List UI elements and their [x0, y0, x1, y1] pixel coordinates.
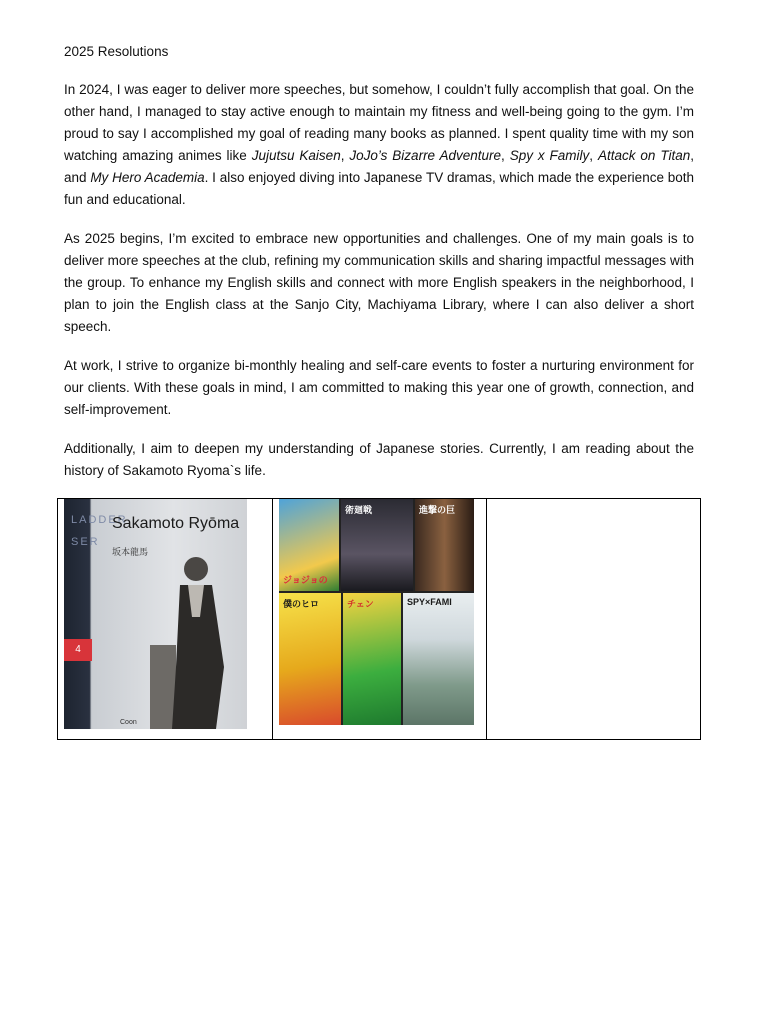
p1-sep: ,: [589, 148, 598, 163]
image-table: [57, 498, 701, 740]
anime-title-my-hero-academia: My Hero Academia: [90, 170, 205, 185]
image-cell-book: [58, 499, 273, 739]
manga-cover-jojo: [279, 499, 339, 591]
manga-title-jojo: ジョジョの: [283, 575, 328, 585]
p1-sep: ,: [501, 148, 510, 163]
manga-collage-photo: [279, 499, 474, 725]
manga-title-spy-family: SPY×FAMI: [407, 597, 452, 607]
manga-cover-spy-family: [403, 593, 474, 725]
image-cell-manga: [273, 499, 487, 739]
book-title: Sakamoto Ryōma: [112, 515, 240, 532]
p1-text-a: In 2024, I was eager to deliver more speeches, but somehow, I couldn’t fully accomplish that goal. On the other hand, I managed to stay active enough to maintain my fitness and well-being going to the gym. I’m proud to say I accomplished my goal of reading many books as planned. I spent quality time with my son watching amazing animes like: [64, 82, 694, 163]
p1-sep: ,: [340, 148, 350, 163]
paragraph-work-goals: At work, I strive to organize bi-monthly healing and self-care events to foster a nurturing environment for our clients. With these goals in mind, I am committed to making this year one of growth, connection, and self-improvement.: [64, 358, 694, 417]
paragraph-2025-goals: As 2025 begins, I’m excited to embrace new opportunities and challenges. One of my main goals is to deliver more speeches at the club, refining my communication skills and sharing impactful messages with the group. To enhance my English skills and connect with more English speakers in the neighborhood, I plan to join the English class at the Sanjo City, Machiyama Library, where I can also deliver a short speech.: [64, 231, 694, 334]
book-subtitle: 坂本龍馬: [112, 547, 149, 557]
paragraph-2024-review: [64, 79, 694, 211]
book-level-badge: 4: [64, 639, 92, 661]
manga-cover-attack-on-titan: [415, 499, 474, 591]
manga-cover-chainsaw-man: [343, 593, 401, 725]
p1-text-b: . I also enjoyed diving into Japanese TV dramas, which made the experience both fun and educational.: [64, 170, 695, 207]
manga-title-jujutsu: 術廻戦: [345, 505, 373, 515]
anime-title-jujutsu: Jujutsu Kaisen: [251, 148, 341, 163]
manga-title-chainsaw: チェン: [347, 599, 374, 609]
manga-cover-jujutsu: [341, 499, 413, 591]
manga-title-titan: 進撃の巨: [419, 505, 456, 515]
anime-title-spy-family: Spy x Family: [509, 148, 590, 163]
book-spine-text: LADDER SER: [71, 514, 128, 548]
manga-cover-my-hero-academia: [279, 593, 341, 725]
book-publisher: Coon: [120, 719, 137, 726]
p1-sep: , and: [64, 148, 694, 185]
image-cell-empty: [487, 499, 700, 739]
manga-title-hero: 僕のヒロ: [283, 599, 320, 609]
book-cover-photo: [64, 499, 247, 729]
document-body: [64, 42, 694, 499]
document-title: 2025 Resolutions: [64, 44, 169, 59]
paragraph-japanese-stories: Additionally, I aim to deepen my understanding of Japanese stories. Currently, I am reading about the history of Sakamoto Ryoma`s life.: [64, 441, 694, 478]
anime-title-jojo: JoJo’s Bizarre Adventure: [349, 148, 502, 163]
portrait-figure-icon: [150, 547, 232, 729]
anime-title-attack-on-titan: Attack on Titan: [597, 148, 691, 163]
